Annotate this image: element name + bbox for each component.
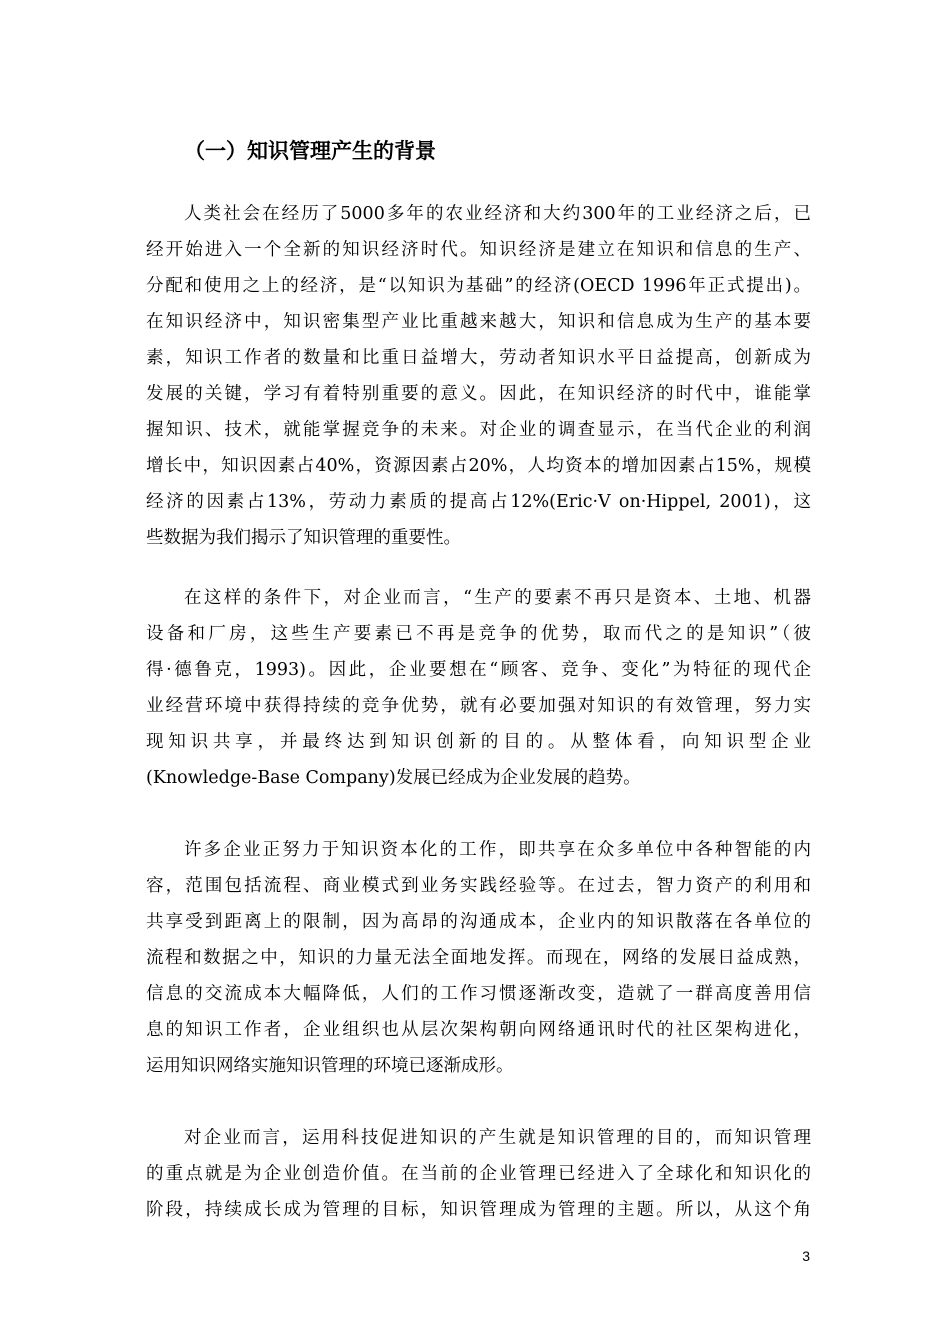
paragraph-line: 共享受到距离上的限制，因为高昂的沟通成本，企业内的知识散落在各单位的 xyxy=(146,912,811,932)
paragraph-2 xyxy=(146,580,811,796)
paragraph-line: 在知识经济中，知识密集型产业比重越来越大，知识和信息成为生产的基本要 xyxy=(146,312,811,332)
paragraph-4 xyxy=(146,1120,811,1228)
paragraph-line: 些数据为我们揭示了知识管理的重要性。 xyxy=(146,528,461,548)
paragraph-line: 的重点就是为企业创造价值。在当前的企业管理已经进入了全球化和知识化的 xyxy=(146,1164,811,1184)
paragraph-3 xyxy=(146,832,811,1084)
paragraph-line: 对企业而言，运用科技促进知识的产生就是知识管理的目的，而知识管理 xyxy=(184,1128,811,1148)
paragraph-line: 许多企业正努力于知识资本化的工作，即共享在众多单位中各种智能的内 xyxy=(184,840,811,860)
paragraph-line: 流程和数据之中，知识的力量无法全面地发挥。而现在，网络的发展日益成熟， xyxy=(146,948,811,968)
paragraph-line: 在这样的条件下，对企业而言，“生产的要素不再只是资本、土地、机器 xyxy=(184,588,811,608)
paragraph-line: 息的知识工作者，企业组织也从层次架构朝向网络通讯时代的社区架构进化， xyxy=(146,1020,811,1040)
paragraph-line: 业经营环境中获得持续的竞争优势，就有必要加强对知识的有效管理，努力实 xyxy=(146,696,811,716)
paragraph-line: 素，知识工作者的数量和比重日益增大，劳动者知识水平日益提高，创新成为 xyxy=(146,348,811,368)
paragraph-line: 现知识共享，并最终达到知识创新的目的。从整体看，向知识型企业 xyxy=(146,732,811,752)
paragraph-line: 容，范围包括流程、商业模式到业务实践经验等。在过去，智力资产的利用和 xyxy=(146,876,811,896)
paragraph-line: (Knowledge-Base Company)发展已经成为企业发展的趋势。 xyxy=(146,768,641,788)
paragraph-line: 设备和厂房，这些生产要素已不再是竞争的优势，取而代之的是知识”（彼 xyxy=(146,624,811,644)
paragraph-line: 增长中，知识因素占40%，资源因素占20%，人均资本的增加因素占15%，规模 xyxy=(146,456,811,476)
page-number: 3 xyxy=(802,1248,810,1264)
paragraph-line: 运用知识网络实施知识管理的环境已逐渐成形。 xyxy=(146,1056,514,1076)
paragraph-line: 信息的交流成本大幅降低，人们的工作习惯逐渐改变，造就了一群高度善用信 xyxy=(146,984,811,1004)
paragraph-1 xyxy=(146,196,811,556)
paragraph-line: 经济的因素占13%，劳动力素质的提高占12%(Eric·V on·Hippel, 2001)，这 xyxy=(146,492,811,512)
paragraph-line: 阶段，持续成长成为管理的目标，知识管理成为管理的主题。所以，从这个角 xyxy=(146,1200,811,1220)
section-heading: （一）知识管理产生的背景 xyxy=(184,139,436,163)
paragraph-line: 人类社会在经历了5000多年的农业经济和大约300年的工业经济之后，已 xyxy=(184,204,811,224)
paragraph-line: 握知识、技术，就能掌握竞争的未来。对企业的调查显示，在当代企业的利润 xyxy=(146,420,811,440)
paragraph-line: 分配和使用之上的经济，是“以知识为基础”的经济(OECD 1996年正式提出)。 xyxy=(146,276,811,296)
paragraph-line: 得·德鲁克，1993)。因此，企业要想在“顾客、竞争、变化”为特征的现代企 xyxy=(146,660,811,680)
paragraph-line: 发展的关键，学习有着特别重要的意义。因此，在知识经济的时代中，谁能掌 xyxy=(146,384,811,404)
paragraph-line: 经开始进入一个全新的知识经济时代。知识经济是建立在知识和信息的生产、 xyxy=(146,240,811,260)
